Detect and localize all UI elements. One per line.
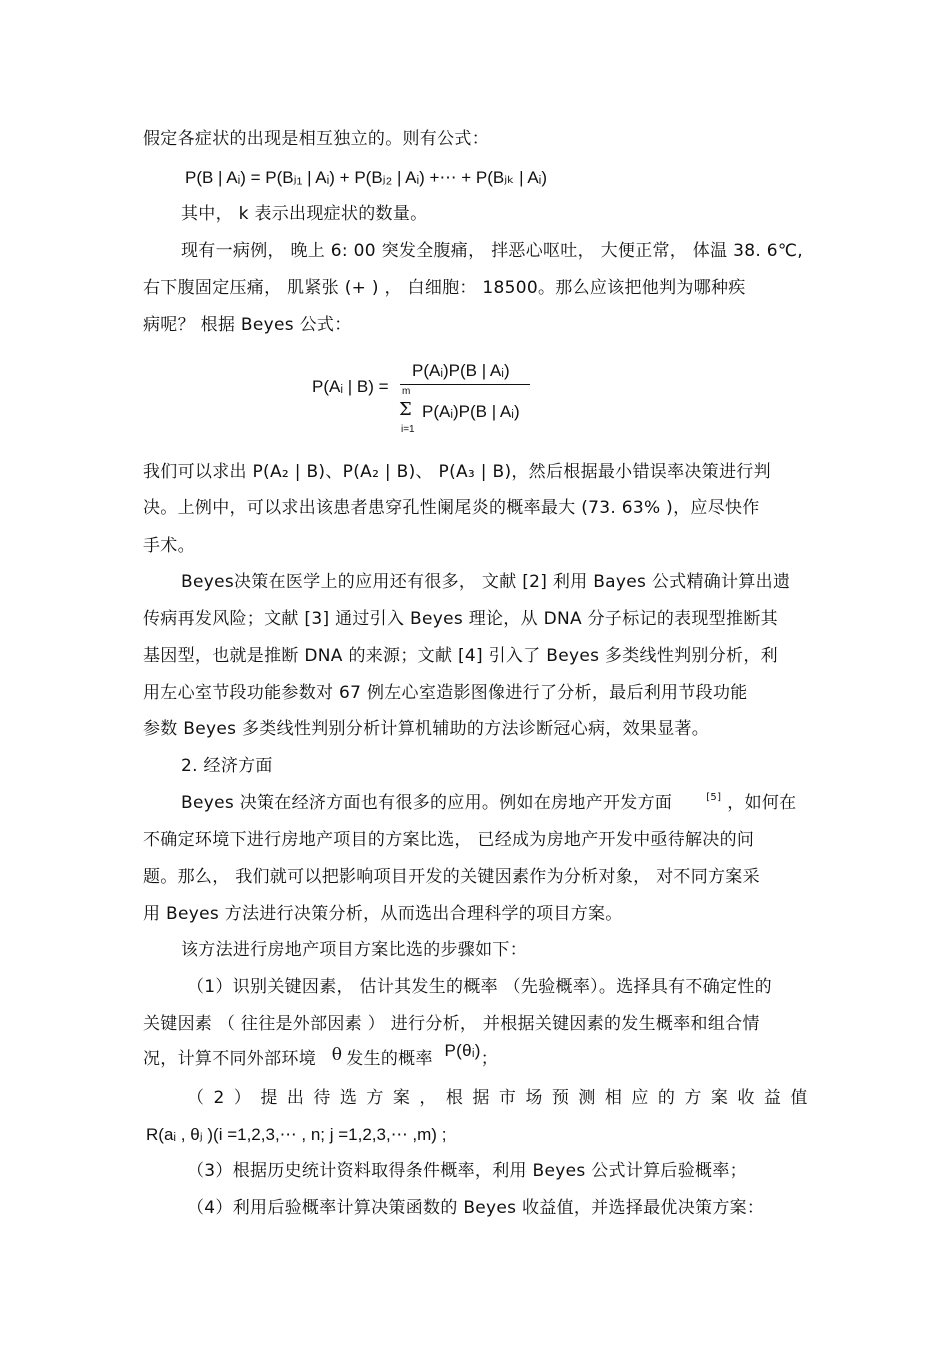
text-line-medical-1: Beyes决策在医学上的应用还有很多， 文献 [2] 利用 Bayes 公式精确计算出遗 [181, 572, 791, 592]
text-line-case-2: 右下腹固定压痛， 肌紧张 (+ ) ， 白细胞： 18500。那么应该把他判为哪种疾 [143, 278, 746, 298]
text-line-assumption: 假定各症状的出现是相互独立的。则有公式： [143, 129, 489, 149]
citation-5: [5] [706, 792, 722, 803]
text-economy-1-end: ，如何在 [727, 793, 797, 813]
text-line-economy-2: 不确定环境下进行房地产项目的方案比选， 已经成为房地产开发中亟待解决的问 [143, 830, 755, 850]
text-step1-3-b: 发生的概率 [346, 1049, 433, 1069]
text-step1-3-c: ； [480, 1049, 499, 1069]
formula-independence: P(B | Aᵢ) = P(Bⱼ₁ | Aᵢ) + P(Bⱼ₂ | Aᵢ) +⋯ + P(Bⱼₖ | Aᵢ) [185, 168, 548, 187]
text-line-steps-intro: 该方法进行房地产项目方案比选的步骤如下： [181, 940, 527, 960]
formula-bayes-left: P(Aᵢ | B) = [312, 377, 389, 396]
text-line-result-2: 决。上例中，可以求出该患者患穿孔性阑尾炎的概率最大 (73. 63% )，应尽快作 [143, 498, 760, 518]
text-line-step3: （3）根据历史统计资料取得条件概率，利用 Beyes 公式计算后验概率； [187, 1161, 747, 1181]
text-economy-1-main: Beyes 决策在经济方面也有很多的应用。例如在房地产开发方面 [181, 793, 673, 813]
section-heading-economy: 2. 经济方面 [181, 756, 273, 776]
text-line-economy-3: 题。那么， 我们就可以把影响项目开发的关键因素作为分析对象， 对不同方案采 [143, 867, 760, 887]
formula-bayes-m: m [402, 386, 411, 397]
text-line-step1-1: （1）识别关键因素， 估计其发生的概率 （先验概率）。选择具有不确定性的 [187, 977, 772, 997]
formula-bayes-numerator: P(Aᵢ)P(B | Aᵢ) [412, 361, 510, 380]
text-line-medical-5: 参数 Beyes 多类线性判别分析计算机辅助的方法诊断冠心病，效果显著。 [143, 719, 710, 739]
text-line-medical-2: 传病再发风险；文献 [3] 通过引入 Beyes 理论，从 DNA 分子标记的表现型推断其 [143, 609, 778, 629]
prob-theta: P(θᵢ) [444, 1041, 481, 1060]
text-line-result-1: 我们可以求出 P(A₂ | B)、P(A₂ | B)、 P(A₃ | B)，然后根据最小错误率决策进行判 [143, 462, 771, 482]
formula-revenue: R(aᵢ , θⱼ )(i =1,2,3,⋯ , n; j =1,2,3,⋯ ,m) ; [146, 1125, 447, 1144]
text-line-k-meaning: 其中， k 表示出现症状的数量。 [181, 204, 428, 224]
theta-symbol: θ [331, 1045, 343, 1065]
text-line-step1-2: 关键因素 （ 往往是外部因素 ） 进行分析， 并根据关键因素的发生概率和组合情 [143, 1014, 760, 1034]
formula-bayes-sigma: Σ [399, 399, 412, 420]
text-line-case-1: 现有一病例， 晚上 6: 00 突发全腹痛， 拌恶心呕吐， 大便正常， 体温 38. 6℃, [181, 241, 803, 261]
text-line-medical-3: 基因型，也就是推断 DNA 的来源；文献 [4] 引入了 Beyes 多类线性判别分析，利 [143, 646, 778, 666]
formula-bayes-i: i=1 [401, 424, 415, 435]
text-line-step2-1: （2）提出待选方案，根据市场预测相应的方案收益值 [187, 1088, 817, 1108]
text-step1-3-a: 况，计算不同外部环境 [143, 1049, 316, 1069]
formula-bayes-denominator: P(Aᵢ)P(B | Aᵢ) [422, 402, 520, 421]
text-line-medical-4: 用左心室节段功能参数对 67 例左心室造影图像进行了分析，最后利用节段功能 [143, 683, 748, 703]
text-line-result-3: 手术。 [143, 536, 195, 556]
text-line-step1-3 [143, 1041, 499, 1070]
text-line-economy-1 [181, 792, 796, 817]
text-line-economy-4: 用 Beyes 方法进行决策分析，从而选出合理科学的项目方案。 [143, 904, 623, 924]
text-line-case-3: 病呢？ 根据 Beyes 公式： [143, 315, 352, 335]
text-line-step4: （4）利用后验概率计算决策函数的 Beyes 收益值，并选择最优决策方案： [187, 1198, 765, 1218]
formula-bayes-fraction-bar [400, 384, 530, 385]
